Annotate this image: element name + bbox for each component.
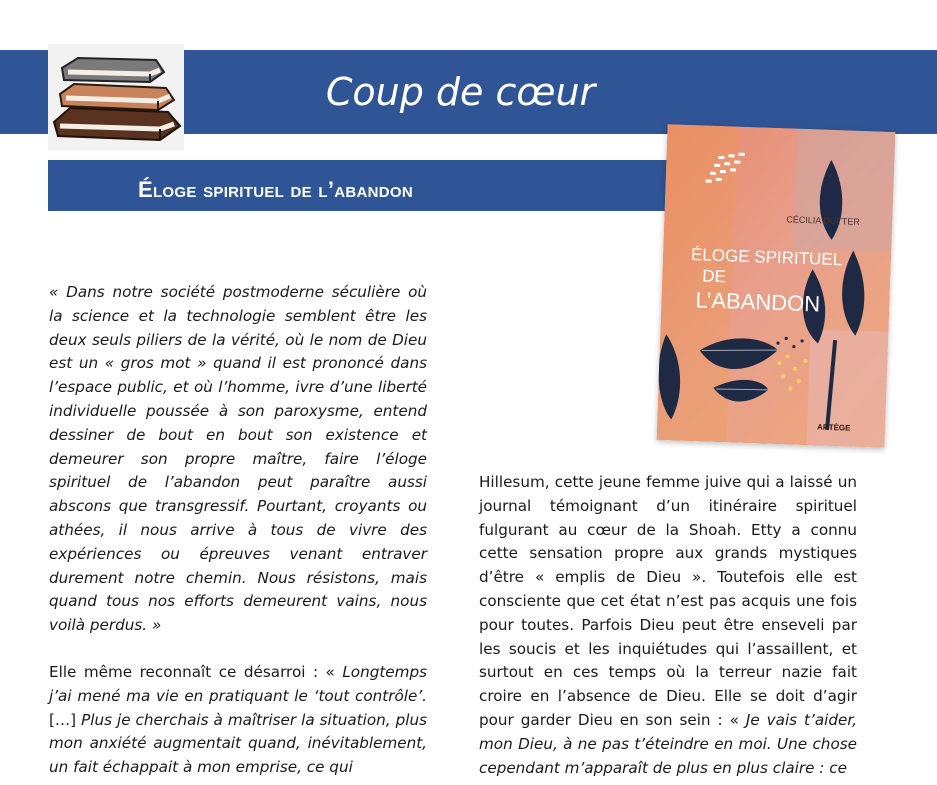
right-paragraph-text: Hillesum, cette jeune femme juive qui a laissé un journal témoignant d’un itinéraire spirituel fulgurant au cœur de la Shoah. Etty a connu cette sensation propre aux grands mystiques d’être « emplis de Dieu ». Toutefois elle est consciente que cet état n’est pas acquis une fois pour toutes. Parfois Dieu peut être enseveli par les soucis et les inquiétudes qui l’assaillent, et surtout en ces temps où la terreur nazie fait croire en l’absence de Dieu. Elle se doit d’agir pour garder Dieu en son sein : «	[479, 473, 857, 729]
article-title: Éloge spirituel de l’abandon	[138, 177, 414, 202]
stacked-books-icon	[48, 44, 184, 150]
paragraph-2-quote-1: Longtemps j’ai mené ma vie en pratiquant le ‘tout contrôle’.	[49, 662, 427, 705]
left-column	[49, 281, 427, 780]
paragraph-2-ellipsis: […]	[49, 710, 82, 729]
paragraph-2-quote-2: Plus je cherchais à maîtriser la situation, plus mon anxiété augmentait quand, inévitablement, un fait échappait à mon emprise, ce qui	[49, 710, 427, 777]
right-paragraph-quote: Je vais t’aider, mon Dieu, à ne pas t’éteindre en moi. Une chose cependant m’apparaît de plus en plus claire : ce	[479, 710, 858, 777]
paragraph-2	[49, 661, 427, 780]
intro-quote: « Dans notre société postmoderne séculière où la science et la technologie semblent être les deux seuls piliers de la vérité, où le nom de Dieu est un « gros mot » quand il est prononcé dans l’espace public, et où l’homme, ivre d’une liberté individuelle poussée à son paroxysme, entend dessiner de bout en bout son existence et demeurer son propre maître, faire l’éloge spirituel de l’abandon peut paraître aussi abscons que transgressif. Pourtant, croyants ou athées, il nous arrive à tous de vivre des expériences ou épreuves venant entraver durement notre chemin. Nous résistons, mais quand tous nos efforts demeurent vains, nous voilà perdus. »	[49, 283, 427, 635]
cover-title-line2: DE	[701, 266, 727, 287]
cover-title-line3: L’ABANDON	[695, 287, 821, 317]
cover-publisher: ARTÈGE	[816, 422, 851, 433]
right-column	[479, 471, 857, 780]
cover-author: CÉCILIA DUTTER	[786, 214, 860, 227]
paragraph-2-lead: Elle même reconnaît ce désarroi : «	[49, 662, 343, 681]
cover-title-line1: ÉLOGE SPIRITUEL	[690, 245, 843, 270]
right-paragraph	[479, 471, 857, 780]
page-title: Coup de cœur	[325, 70, 596, 114]
book-cover	[657, 124, 896, 448]
